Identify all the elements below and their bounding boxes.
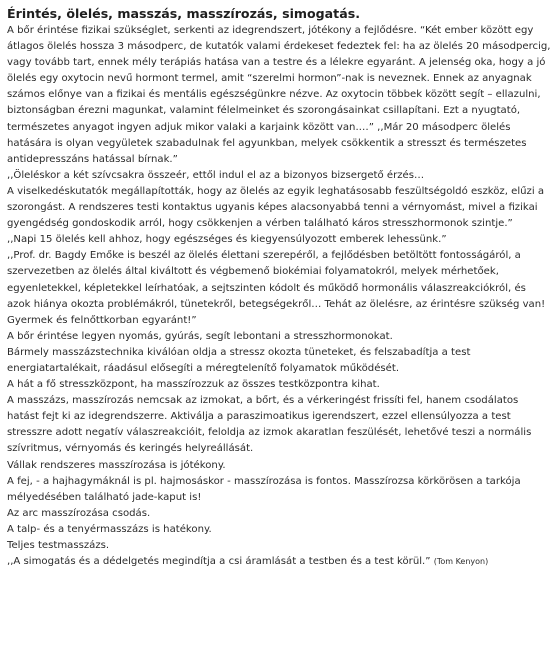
closing-quote: [7, 554, 551, 570]
paragraph: A fej, - a hajhagymáknál is pl. hajmosáskor - masszírozása is fontos. Masszírozsa körkörösen a tarkója mélyedésében található jade-kaput is!: [7, 475, 521, 503]
paragraph: A talp- és a tenyérmasszázs is hatékony.: [7, 523, 212, 535]
paragraph: A bőr érintése legyen nyomás, gyúrás, segít lebontani a stresszhormonokat.: [7, 330, 393, 342]
paragraph: ,,Öleléskor a két szívcsakra összeér, ettől indul el az a bizonyos bizsergető érzés…: [7, 169, 425, 181]
paragraph: A hát a fő stresszközpont, ha masszírozzuk az összes testközpontra kihat.: [7, 379, 380, 391]
paragraph: Bármely masszázstechnika kiválóan oldja a stressz okozta tüneteket, és felszabadítja a test energiatartalékait, ráadásul elősegíti a méregtelenítő folyamatok működését.: [7, 346, 471, 374]
article-body: [7, 23, 551, 570]
article-title: Érintés, ölelés, masszás, masszírozás, simogatás.: [7, 6, 360, 21]
paragraph: Teljes testmasszázs.: [7, 540, 110, 551]
paragraph: Az arc masszírozása csodás.: [7, 507, 151, 519]
paragraph: ,,Napi 15 ölelés kell ahhoz, hogy egészséges és kiegyensúlyozott emberek lehessünk.”: [7, 234, 447, 246]
closing-quote-text: ,,A simogatás és a dédelgetés megindítja a csi áramlását a testben és a test körül.”: [7, 556, 431, 568]
paragraph: A masszázs, masszírozás nemcsak az izmokat, a bőrt, és a vérkeringést frissíti fel, hanem csodálatos hatást fejt ki az idegrendszerre. Aktiválja a paraszimoatikus igerendszert, ezzel ellensúlyozza a test stresszre adott negatív válaszreakcióit, feloldja az izmok akaratlan feszülését, lehetővé teszi a normális szívritmus, vérnyomás és keringés helyreállását.: [7, 395, 532, 455]
paragraph: ,,Prof. dr. Bagdy Emőke is beszél az ölelés élettani szerepéről, a fejlődésben betöltött fontosságáról, a szervezetben az ölelés által kiváltott és végbemenő biokémiai folyamatokról, melyek mérhetőek, egyenletekkel, képletekkel leírhatóak, a sejtszinten kódolt és működő hormonális válaszreakciókról, és azok hiánya okozta problémákról, tünetekről, betegségekről… Tehát az ölelésre, az érintésre szükség van! Gyermek és felnőttkorban egyaránt!”: [7, 250, 546, 326]
paragraph: A bőr érintése fizikai szükséglet, serkenti az idegrendszert, jótékony a fejlődésre. “Két ember között egy átlagos ölelés hossza 3 másodperc, de kutatók valami érdekeset fedeztek fel: ha az ölelés 20 másodpercig, vagy tovább tart, ennek mély terápiás hatása van a testre és a lélekre egyaránt. A jelenség oka, hogy a jó ölelés egy oxytocin nevű hormont termel, amit “szerelmi hormon”-nak is neveznek. Ennek az anyagnak számos előnye van a fizikai és mentális egészségünkre nézve. Az oxytocin többek között segít – ellazulni, biztonságban érezni magunkat, valamint félelmeinket és szorongásainkat csillapítani. Ezt a nyugtató, természetes anyagot ingyen adjuk mikor valaki a karjaink között van.…” ,,Már 20 másodperc ölelés hatására is olyan vegyületek szabadulnak fel agyunkban, melyek csökkentik a stresszt és természetes antidepresszáns hatással bírnak.”: [7, 25, 551, 165]
paragraph: Vállak rendszeres masszírozása is jótékony.: [7, 459, 226, 471]
paragraph: A viselkedéskutatók megállapították, hogy az ölelés az egyik leghatásosabb feszültségoldó eszköz, elűzi a szorongást. A rendszeres testi kontaktus ugyanis képes alacsonyabbá tenni a vérnyomást, mivel a fizikai gyengédség gondoskodik arról, hogy csökkenjen a vérben található káros stresszhormonok szintje.”: [7, 185, 545, 230]
quote-author: (Tom Kenyon): [433, 557, 489, 567]
